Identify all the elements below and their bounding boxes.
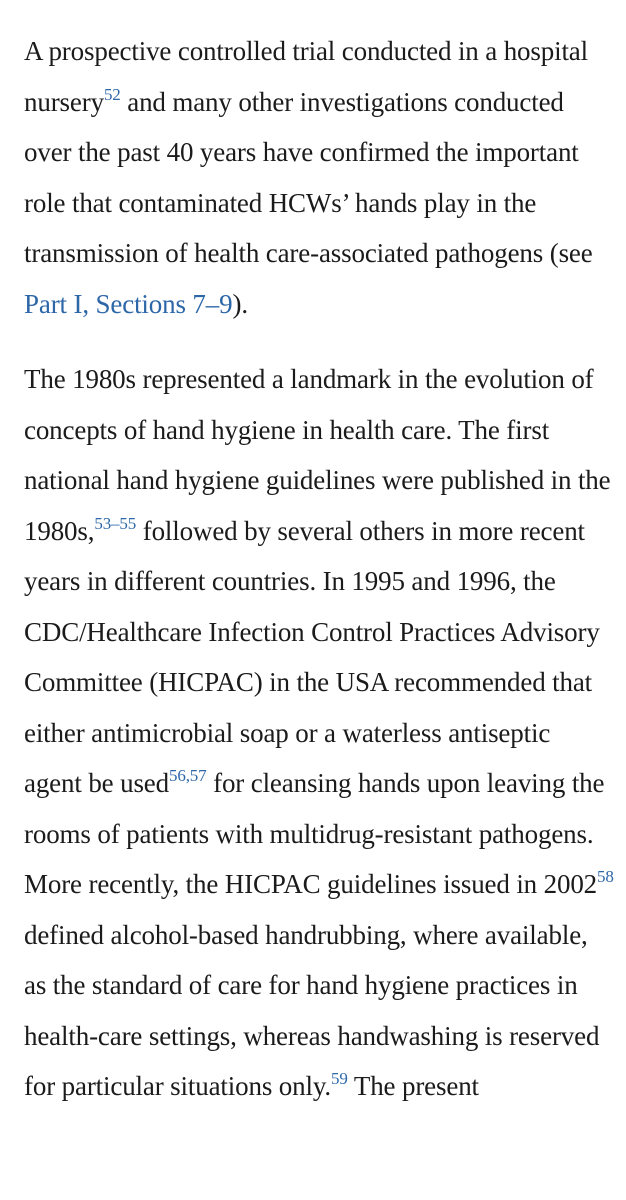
paragraph-text: defined alcohol-based handrubbing, where available, as the standard of care for hand hygiene practices in health-care settings, whereas handwashing is reserved for particular situations only. xyxy=(24,919,600,1101)
paragraph-text: and many other investigations conducted over the past 40 years have confirmed the important role that contaminated HCWs’ hands play in the transmission of health care-associated pathogens (see xyxy=(24,86,593,268)
paragraph-text: followed by several others in more recent years in different countries. In 1995 and 1996, the CDC/Healthcare Infection Control Practices Advisory Committee (HICPAC) in the USA recommended that either antimicrobial soap or a waterless antiseptic agent be used xyxy=(24,515,600,798)
citation-ref-56-57[interactable]: 56,57 xyxy=(169,766,207,785)
citation-ref-59[interactable]: 59 xyxy=(331,1069,348,1088)
paragraph-text: The 1980s represented a landmark in the evolution of concepts of hand hygiene in health care. The first national hand hygiene guidelines were published in the 1980s, xyxy=(24,364,611,546)
paragraph-text: for cleansing hands upon leaving the rooms of patients with multidrug-resistant pathogens. More recently, the HICPAC guidelines issued in 2002 xyxy=(24,768,605,899)
citation-ref-52[interactable]: 52 xyxy=(103,84,121,104)
citation-ref-53-55[interactable]: 53–55 xyxy=(94,513,137,533)
section-link-part-i-7-9[interactable]: Part I, Sections 7–9 xyxy=(24,288,233,319)
article-body xyxy=(24,26,614,1112)
citation-ref-58[interactable]: 58 xyxy=(597,867,614,886)
paragraph-text: A prospective controlled trial conducted in a hospital nursery xyxy=(24,36,588,117)
paragraph-text: ). xyxy=(232,288,248,319)
paragraph-text: The present xyxy=(347,1071,479,1101)
paragraph-guidelines-history xyxy=(24,354,614,1112)
paragraph-trial-evidence xyxy=(24,26,614,329)
